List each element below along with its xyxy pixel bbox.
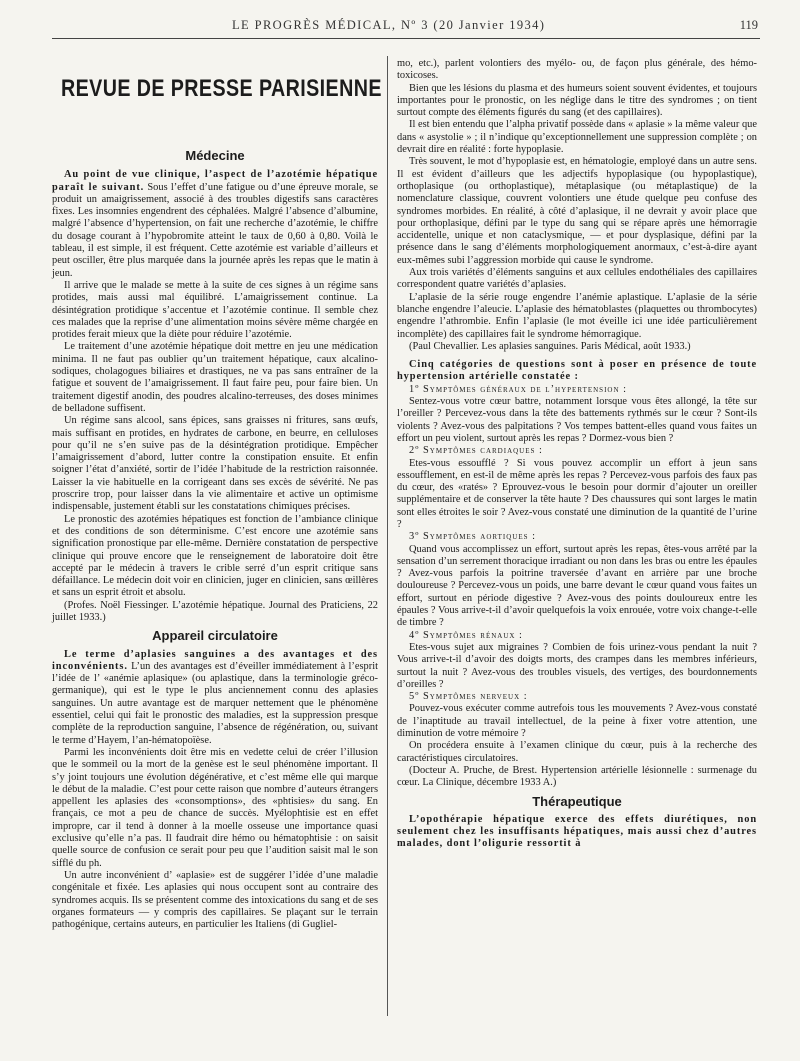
medecine-lead: Au point de vue clinique, l’aspect de l’azotémie hépatique paraît le suivant. xyxy=(52,169,378,193)
symptom-heading-nerveux: 5º Symptômes nerveux : xyxy=(409,691,528,703)
symptom-heading-renaux: 4º Symptômes rénaux : xyxy=(409,629,523,641)
medecine-paragraph: Le pronostic des azotémies hépatiques est fonction de l’ambiance clinique et des conditions de son déterminisme. C’est encore une azotémie sans signification pronostique par elle-même. Dernière constatation de perspective clinique qui prouve encore que le renseignement de laboratoire doit être accepté par le médecin à travers le crible serré d’un esprit critique sans défaillance. Le médecin doit voir en clinicien, juger en clinicien, sans œillères et sans un esprit étroit et absolu. xyxy=(52,513,378,599)
medecine-paragraph: Il arrive que le malade se mette à la suite de ces signes à un régime sans protides, mais aussi mal équilibré. L’amaigrissement continue. La désintégration protidique s’accentue et l’azotémie continue. Il semble chez ces malades que la reprise d’une alimentation moins sévère même chargée en protides ferait mieux que la diète pour réduire l’azotémie. xyxy=(52,279,378,341)
left-column xyxy=(52,66,382,931)
header-rule xyxy=(52,38,760,39)
aplasie-paragraph: L’aplasie de la série rouge engendre l’anémie aplastique. L’aplasie de la série blanche engendre l’aleucie. L’aplasie des hématoblastes (plaquettes ou thrombocytes) engendre l’athrombie. Enfin l’aplasie (le mot éveille ici une idée particulièrement incomplète) des capillaires fait le syndrome hémorragique. xyxy=(397,291,757,340)
medecine-reference: (Profes. Noël Fiessinger. L’azotémie hépatique. Journal des Praticiens, 22 juillet 1933.) xyxy=(52,599,378,623)
appareil-paragraph: Le terme d’aplasies sanguines a des avantages et des inconvénients. L’un des avantages est d’éveiller immédiatement à l’esprit l’idée de l’ «anémie aplasique» (ou aplastique, dans la terminologie gréco-germanique), qui est le type le plus anciennement connu des aplasies sanguines. Un autre avantage est de marquer nettement que le phénomène essentiel, celui qui fait le pronostic des maladies, est la suppression presque complète de la reproduction sanguine, l’absence de régénération, ou, suivant le terme d’Hayem, l’an-hématopoïèse. xyxy=(52,648,378,746)
appareil-lead: Le terme d’aplasies sanguines a des avantages et des inconvénients. xyxy=(52,648,378,672)
appareil-paragraph: Un autre inconvénient d’ «aplasie» est de suggérer l’idée d’une maladie congénitale et fixée. Les aplasies qui nous occupent sont au contraire des syndromes acquis. Ils se présentent comme des intoxications du sang et de ses organes formateurs — y compris des capillaires. Se plaçant sur le terrain pathogénique, certains auteurs, en particulier les Italiens (di Gugliel- xyxy=(52,869,378,931)
section-title-therapeutique: Thérapeutique xyxy=(532,793,622,809)
section-title-appareil-circulatoire: Appareil circulatoire xyxy=(152,628,278,644)
masthead: REVUE DE PRESSE PARISIENNE xyxy=(61,75,382,102)
aplasie-paragraph: Bien que les lésions du plasma et des humeurs soient souvent évidentes, et toujours importantes pour le pronostic, on les néglige dans le titre des syndromes ; on tient surtout compte des éléments figurés du sang (et des capillaires). xyxy=(397,82,757,119)
medecine-paragraph: Au point de vue clinique, l’aspect de l’azotémie hépatique paraît le suivant. Sous l’effet d’une fatigue ou d’une épreuve morale, se produit un amaigrissement, associé à des troubles digestifs sans caractères fixes. Les insomnies engendrent des céphalées. Malgré l’absence d’albumine, malgré l’absence d’hypertension, on fait une recherche d’azotémie, le chiffre du dosage courant à l’hypobromite atteint le taux de 0,60 à 0,80. Voilà le tableau, il est simple, il est fréquent. Cette azotémie est variable d’ailleurs et peut osciller, être plus marquée dans la journée après les repas que le matin à jeun. xyxy=(52,169,378,279)
symptom-questions: Sentez-vous votre cœur battre, notamment lorsque vous êtes allongé, la tête sur l’oreiller ? Percevez-vous dans la tête des battements rythmés sur le cœur ? Sont-ils violents ? Avez-vous des palpitations ? Vos tempes battent-elles quand vous faites un effort un peu violent, surtout après les repas ? Dormez-vous bien ? xyxy=(397,396,757,444)
aplasie-paragraph: Aux trois variétés d’éléments sanguins et aux cellules endothéliales des capillaires correspondent quatre variétés d’aplasies. xyxy=(397,267,757,291)
running-title: LE PROGRÈS MÉDICAL, Nº 3 (20 Janvier 1934) xyxy=(232,18,546,32)
symptom-heading-generaux: 1º Symptômes généraux de l’hypertension : xyxy=(409,383,628,395)
symptom-heading-aortiques: 3º Symptômes aortiques : xyxy=(409,531,537,543)
continuation-paragraph: mo, etc.), parlent volontiers des myélo- ou, de façon plus générale, des hémo-toxicoses. xyxy=(397,58,757,82)
symptom-heading-cardiaques: 2º Symptômes cardiaques : xyxy=(409,445,543,457)
symptom-questions: Quand vous accomplissez un effort, surtout après les repas, êtes-vous arrêté par la sensation d’un serrement thoracique irradiant ou non dans les bras ou entre les épaules ? Avez-vous parfois la poitrine traversée d’avant en arrière par une broche douloureuse ? Percevez-vous un poids, une barre devant le cœur quand vous faites un effort, surtout en période digestive ? Avez-vous des points douloureux entre les épaules ? Vous arrive-t-il d’avoir quelquefois la voix enrouée, votre voix change-t-elle de timbre ? xyxy=(397,543,757,629)
aplasie-paragraph: Il est bien entendu que l’alpha privatif possède dans « aplasie » la même valeur que dans « asystolie » ; il n’indique qu’exceptionnellement une suppression complète ; on devrait dire en réalité : forte hypoplasie. xyxy=(397,119,757,156)
symptom-questions: Pouvez-vous exécuter comme autrefois tous les mouvements ? Avez-vous constaté de l’inaptitude au travail intellectuel, de la peine à fixer votre attention, une diminution de votre mémoire ? xyxy=(397,703,757,740)
aplasie-paragraph: Très souvent, le mot d’hypoplasie est, en hématologie, employé dans un autre sens. Il est évident d’ailleurs que les adjectifs hypoplasique (ou hypoplastique), orthoplasique (ou orthoplastique), métaplasique (ou métaplastique) de la nomenclature classique, couvrent volontiers une étude quelque peu confuse des syndromes morbides. En réalité, à côté d’aplasique, il ne devrait y avoir place que pour orthoplasique, défini par le type du sang qui se répare après une hémorragie accidentelle, unique et non cataclysmique, — et pour dysplasique, défini par la présence dans le sang d’éléments morphologiquement anormaux, c’est-à-dire ayant eux-mêmes subi l’aggression morbide qui cause le syndrome. xyxy=(397,156,757,266)
medecine-paragraph: Un régime sans alcool, sans épices, sans graisses ni fritures, sans œufs, mais suffisant en protides, en hydrates de carbone, en beurre, en celluloses pour qu’il ne s’en suive pas de la désintégration protidique. Empêcher l’amaigrissement d’abord, lutter contre la constipation ensuite. Et enfin soigner l’état d’anxiété, sortir de l’idée l’habitude de la restriction raisonnée. Laisser la vie habituelle en la corrigeant dans ses excès de sévérité. Ne pas proscrire trop, pour laisser dans la vie alimentaire et active un optimisme indispensable, justement établi sur les constatations chimiques précises. xyxy=(52,415,378,513)
aplasie-reference: (Paul Chevallier. Les aplasies sanguines. Paris Médical, août 1933.) xyxy=(409,340,691,352)
medecine-paragraph: Le traitement d’une azotémie hépatique doit mettre en jeu une médication minima. Il ne faut pas oublier qu’un traitement hépatique, caux alcalino-sodiques, cholagogues biliaires et drastiques, ne va pas sans entraîner de la fatigue et souvent de l’amaigrissement. Il faut faire peu, pour faire bien. Un traitement digestif anodin, des poudres alcalino-terreuses, des doses minimes de belladone suffisent. xyxy=(52,341,378,414)
therapeutique-paragraph: L’opothérapie hépatique exerce des effets diurétiques, non seulement chez les insuffisants hépatiques, mais aussi chez d’autres malades, dont l’oligurie ressortit à xyxy=(397,813,757,850)
symptom-questions: Etes-vous sujet aux migraines ? Combien de fois urinez-vous pendant la nuit ? Vous arrive-t-il d’avoir des doigts morts, des crampes dans les membres inférieurs, surtout la nuit ? Avez-vous des troubles visuels, des vertiges, des bourdonnements d’oreilles ? xyxy=(397,641,757,690)
symptom-questions: Etes-vous essoufflé ? Si vous pouvez accomplir un effort à jeun sans essoufflement, en est-il de même après les repas ? Percevez-vous parfois des faux pas du cœur, des «ratés» ? Eprouvez-vous le besoin pour dormir d’ajouter un oreiller supplémentaire et de conserver la tête haute ? Des chaussures qui sont larges le matin sont elles étroites le soir ? Avez-vous constaté une diminution de la quantité de l’urine ? xyxy=(397,457,757,530)
appareil-paragraph: Parmi les inconvénients doit être mis en vedette celui de créer l’illusion que le sommeil ou la mort de la genèse est le seul phénomène important. Il s’y joint toujours une évolution dégénérative, et c’est même elle qui marque le début de la maladie. C’est pour cette raison que nombre d’auteurs étrangers appellent les aplasies des «consomptions», des «phtisies» du sang. En français, ce mot a peu de chance de succès. Myélophtisie est en effet impropre, car il tend à donner à la moelle osseuse une importance quasi exclusive qu’elle n’a pas. Il faudrait dire hémo ou hématophtisie : on saisit quelle source de confusion ce serait pour peu que l’audition saisit mal le son sifflé du ph. xyxy=(52,746,378,869)
section-title-medecine: Médecine xyxy=(185,148,245,163)
page-number: 119 xyxy=(739,18,758,32)
column-divider xyxy=(387,56,388,1016)
hypertension-reference: (Docteur A. Pruche, de Brest. Hypertension artérielle lésionnelle : surmenage du cœur. La Clinique, décembre 1933 A.) xyxy=(397,764,757,789)
hypertension-lead: Cinq catégories de questions sont à poser en présence de toute hypertension artérielle constatée : xyxy=(397,359,757,383)
right-column xyxy=(397,58,757,851)
running-head xyxy=(0,18,800,34)
examen-paragraph: On procédera ensuite à l’examen clinique du cœur, puis à la recherche des caractéristiques circulatoires. xyxy=(397,740,757,764)
